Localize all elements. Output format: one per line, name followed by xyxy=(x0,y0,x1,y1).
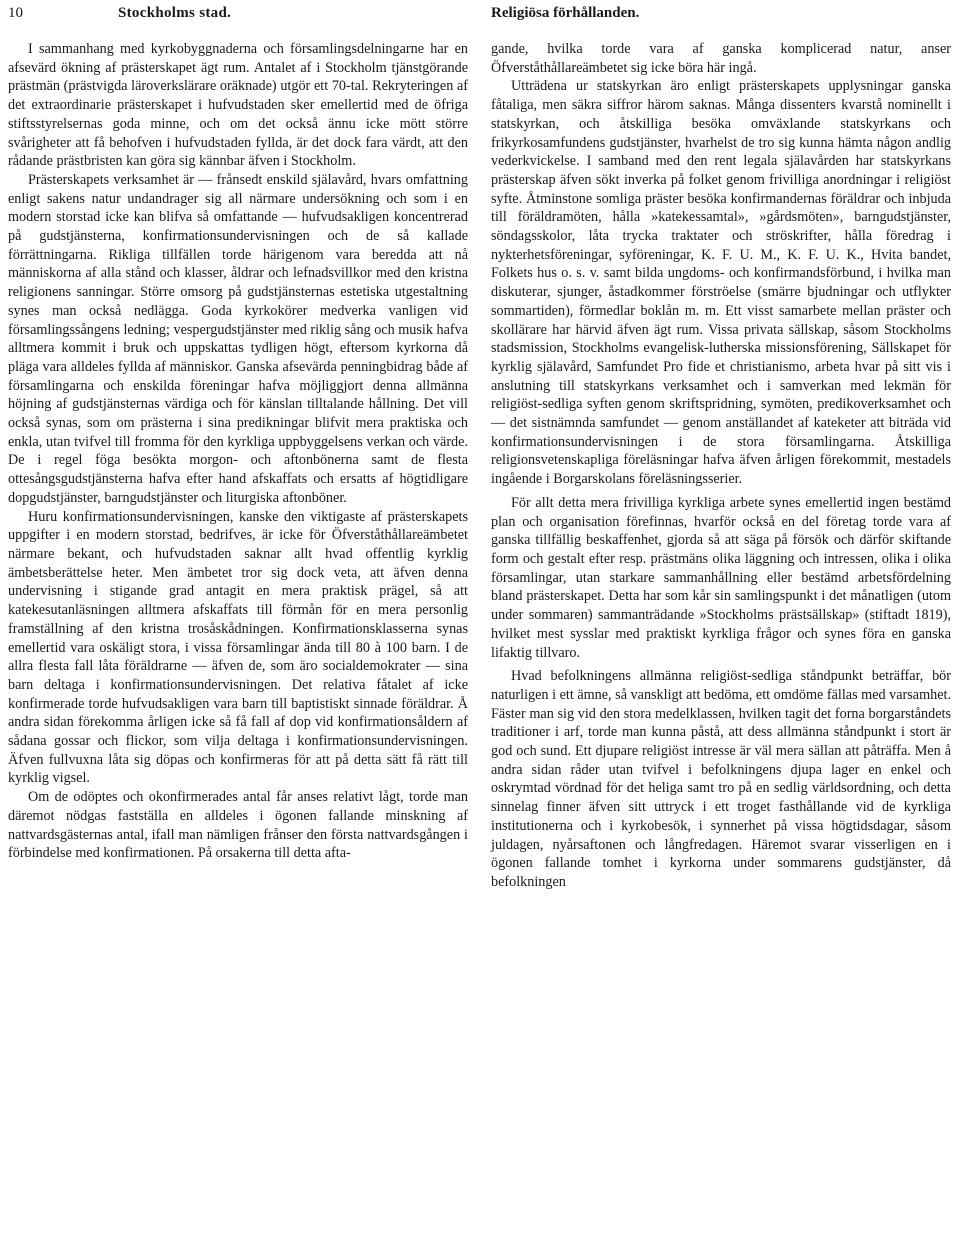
paragraph: Utträdena ur statskyrkan äro enligt prästerskapets upplysningar ganska fåtaliga, men säkra siffror härom saknas. Många dissenters kvarstå nominellt i statskyrkan, och åtskilliga besöka omväxlande statskyrkans och frikyrkosamfundens gudstjänster, hvarhelst de tro sig kunna hämta någon andlig vederkvickelse. I samband med den rent legala själavården har statskyrkans prästerskap äfven sökt inverka på folket genom frivilliga anordningar i religiöst syfte. Åtminstone somliga präster besöka konfirmandernas föräldrar och inbjuda till föräldramöten, hålla »katekessamtal», »gårdsmöten», barngudstjänster, söndagsskolor, låta trycka traktater och ströskrifter, hålla föredrag i nykterhetsföreningar, syföreningar, K. F. U. M., K. F. U. K., Hvita bandet, Folkets hus o. s. v. samt bilda ungdoms- och konfirmandsförbund, i hvilka man diskuterar, sjunger, åstadkommer förströelse (smärre bjudningar och utflykter sommartiden), förmedlar boklån m. m. Ett visst samarbete mellan präster och skollärare har härvid äfven ägt rum. Vissa privata sällskap, såsom Stockholms stadsmission, Stockholms evangelisk-lutherska missionsförening, Sällskapet för kyrklig själavård, Samfundet Pro fide et christianismo, arbeta hvar på sitt vis i anslutning till statskyrkans verksamhet och i samverkan med lekmän för religiöst-sedliga syften genom skriftspridning, symöten, predikoverksamhet och — det sistnämnda samfundet — genom anställandet af kateketer att biträda vid konfirmationsundervisningen i de stora församlingarna. Åtskilliga religionsvetenskapliga föreläsningar hafva äfven årligen förekommit, mestadels ingående i Borgarskolans föreläsningsserier. xyxy=(491,78,951,488)
page-number: 10 xyxy=(8,5,23,21)
paragraph-continued: gande, hvilka torde vara af ganska komplicerad natur, anser Öfverståthållareämbetet sig icke böra här ingå. xyxy=(491,41,951,76)
paragraph: Om de odöptes och okonfirmerades antal får anses relativt lågt, torde man däremot nödgas fastställa en alldeles i ögonen fallande minskning af nattvardsgästernas antal, ifall man nämligen frånser den första nattvardsgången i förbindelse med konfirmationen. På orsakerna till detta afta- xyxy=(8,789,468,862)
section-title: Religiösa förhållanden. xyxy=(491,5,640,21)
running-title: Stockholms stad. xyxy=(118,5,232,21)
running-head xyxy=(0,2,960,24)
paragraph: Hvad befolkningens allmänna religiöst-sedliga ståndpunkt beträffar, bör naturligen i ett ämne, så vanskligt att bedöma, ett omdöme fällas med varsamhet. Fäster man sig vid den stora medelklassen, hvilken tagit det forna borgarståndets traditioner i arf, torde man kunna påstå, att dess allmänna ståndpunkt i stort är god och sund. Ett djupare religiöst intresse är väl mera sällan att påträffa. Men å andra sidan råder utan tvifvel i befolkningens djupa lager en enkel och oskrymtad vördnad för det heliga samt tro på en sedlig världsordning, och detta sinnelag finner äfven sitt uttryck i ett troget fasthållande vid de kyrkliga institutionerna och i kyrkobesök, i synnerhet på vissa högtidsdagar, såsom juldagen, nyårsaftonen och långfredagen. Häremot svarar visserligen en i ögonen fallande tomhet i kyrkorna under sommarens gudstjänster, då befolkningen xyxy=(491,668,951,890)
paragraph: Prästerskapets verksamhet är — frånsedt enskild själavård, hvars omfattning enligt sakens natur undandrager sig all närmare undersökning och som i en modern storstad icke kan blifva så omfattande — hufvudsakligen koncentrerad på gudstjänsterna, konfirmationsundervisningen och de så kallade förrättningarna. Rikliga tillfällen torde härigenom vara beredda att nå människorna af alla stånd och klasser, åldrar och lefnadsvillkor med den kristna religionens sanningar. Större omsorg på gudstjänsternas estetiska utgestaltning synes man också nedlägga. Goda kyrkokörer medverka vanligen vid församlingssångens ledning; vespergudstjänster med riklig sång och musik hafva alltmera kommit i bruk och uppskattas tydligen högt, eftersom kyrkorna då pläga vara alldeles fyllda af människor. Ganska afsevärda penningbidrag både af församlingarna och enskilda föreningar hafva möjliggjort denna allmänna höjning af gudstjänsternas värdiga och för känslan tilltalande hållning. Det vill också synas, som om prästerna i sina predikningar blifvit mera praktiska och enkla, utan tvifvel till fromma för den kyrkliga uppbyggelsens verkan och värde. De i regel föga besökta morgon- och aftonbönerna samt de flesta ottesångsgudstjänsterna hafva efter hand afskaffats och ersatts af högtidligare dopgudstjänster, barngudstjänster och liturgiska aftonböner. xyxy=(8,171,468,506)
left-column xyxy=(8,40,468,863)
paragraph: För allt detta mera frivilliga kyrkliga arbete synes emellertid ingen bestämd plan och organisation förefinnas, hvarför också en del företag torde vara af ganska tillfällig beskaffenhet, gjorda så att säga på försök och därför skiftande form och gestalt efter resp. prästmäns olika läggning och intressen, olika i olika församlingar, utan starkare sammanhållning eller bestämd arbetsfördelning bland prästerskapet. Detta har som kår sin samlingspunkt i det månatligen (utom under sommaren) sammanträdande »Stockholms prästsällskap» (stiftadt 1819), hvilket mest sysslar med praktiskt kyrkliga frågor och synes föra en ganska lifaktig tillvaro. xyxy=(491,494,951,661)
paragraph: Huru konfirmationsundervisningen, kanske den viktigaste af prästerskapets uppgifter i en modern storstad, bedrifves, är icke för Öfverståthållareämbetet närmare bekant, och hufvudstaden saknar allt hvad offentlig kyrklig ämbetsberättelse heter. Men ämbetet tror sig dock veta, att äfven denna undervisning i stigande grad antagit en mera praktisk prägel, så att katekesutanläsningen alltmera afskaffats till förmån för en mera personlig framställning af den kristna trosåskådningen. Konfirmationsklasserna synas emellertid vara oskäligt stora, i vissa församlingar ända till 80 à 100 barn. I de allra flesta fall låta föräldrarne — äfven de, som äro socialdemokrater — sina barn deltaga i konfirmationsundervisningen. Det relativa fåtalet af icke konfirmerade torde hufvudsakligen vara barn till baptistiskt sinnade föräldrar. Å andra sidan förekomma årligen icke så få fall af dop vid konfirmationsåldern af sådana gossar och flickor, som vilja deltaga i konfirmationsundervisningen. Äfven fullvuxna låta sig döpas och konfirmeras för att på detta sätt få rätt till kyrklig vigsel. xyxy=(8,508,468,787)
paragraph: I sammanhang med kyrkobyggnaderna och församlingsdelningarne har en afsevärd ökning af prästerskapet ägt rum. Antalet af i Stockholm tjänstgörande prästmän (prästvigda läroverkslärare oräknade) utgör ett 70-tal. Rekryteringen af det extraordinarie prästerskapet i hufvudstaden sker emellertid med de öfriga stiftsstyrelsernas goda minne, och om det också ännu icke mött större svårigheter att få behofven i hufvudstaden fyllda, är det dock fara värdt, att den rådande prästbristen kan göra sig kännbar äfven i Stockholm. xyxy=(8,41,468,170)
right-column xyxy=(491,40,951,892)
